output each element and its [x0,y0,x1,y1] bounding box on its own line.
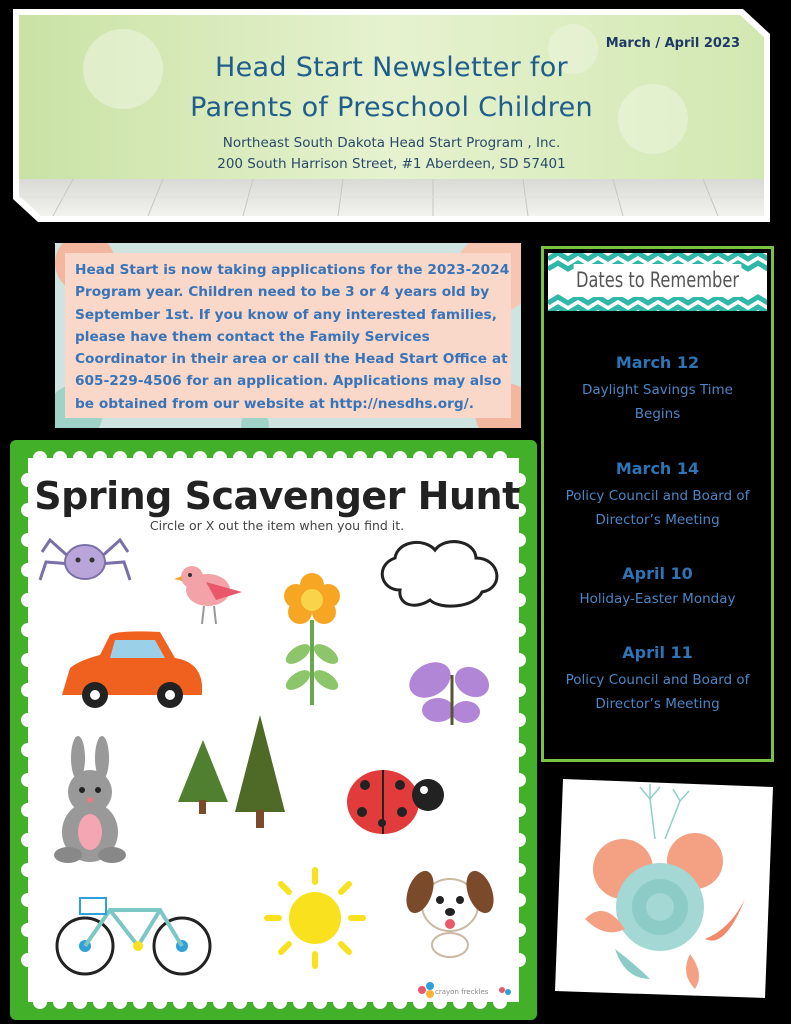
scavenger-hunt-title: Spring Scavenger Hunt [34,474,520,518]
event-description: Daylight Savings Time [582,382,733,398]
bouquet-icon [555,779,773,998]
event-description: Policy Council and Board of [565,672,750,688]
sun-icon [267,870,363,966]
dates-to-remember [541,246,774,762]
newsletter-header [13,9,770,222]
organization-name: Northeast South Dakota Head Start Program , Inc. [222,135,561,151]
event-date: April 11 [622,643,693,662]
event-description: Policy Council and Board of [565,488,750,504]
event-date: March 14 [615,459,700,478]
event-description: Begins [634,406,681,422]
event-description: Director’s Meeting [595,512,720,528]
event-date: March 12 [615,353,700,372]
scavenger-hunt-credit: crayon freckles [435,988,489,996]
applications-notice [55,243,521,428]
newsletter-title-line2: Parents of Preschool Children [190,92,593,123]
flower-bouquet-image [555,779,773,998]
scavenger-hunt-instructions: Circle or X out the item when you find it. [149,518,405,533]
newsletter-title-line1: Head Start Newsletter for [215,52,568,83]
issue-date: March / April 2023 [605,36,740,51]
dates-header [548,253,767,311]
event-description: Director’s Meeting [595,696,720,712]
organization-address: 200 South Harrison Street, #1 Aberdeen, SD 57401 [217,156,566,172]
event-date: April 10 [622,564,693,583]
event-description: Holiday-Easter Monday [579,591,736,607]
dates-title: Dates to Remember [574,264,742,297]
applications-text: Head Start is now taking applications for the 2023-2024 Program year. Children need to be 3 or 4 years old by September 1st. If you know of any interested families, please have them contact the Family Services Coordinator in their area or call the Head Start Office at 605-229-4506 for an application. Applications may also be obtained from our website at http://nesdhs.org/. [75,262,510,412]
